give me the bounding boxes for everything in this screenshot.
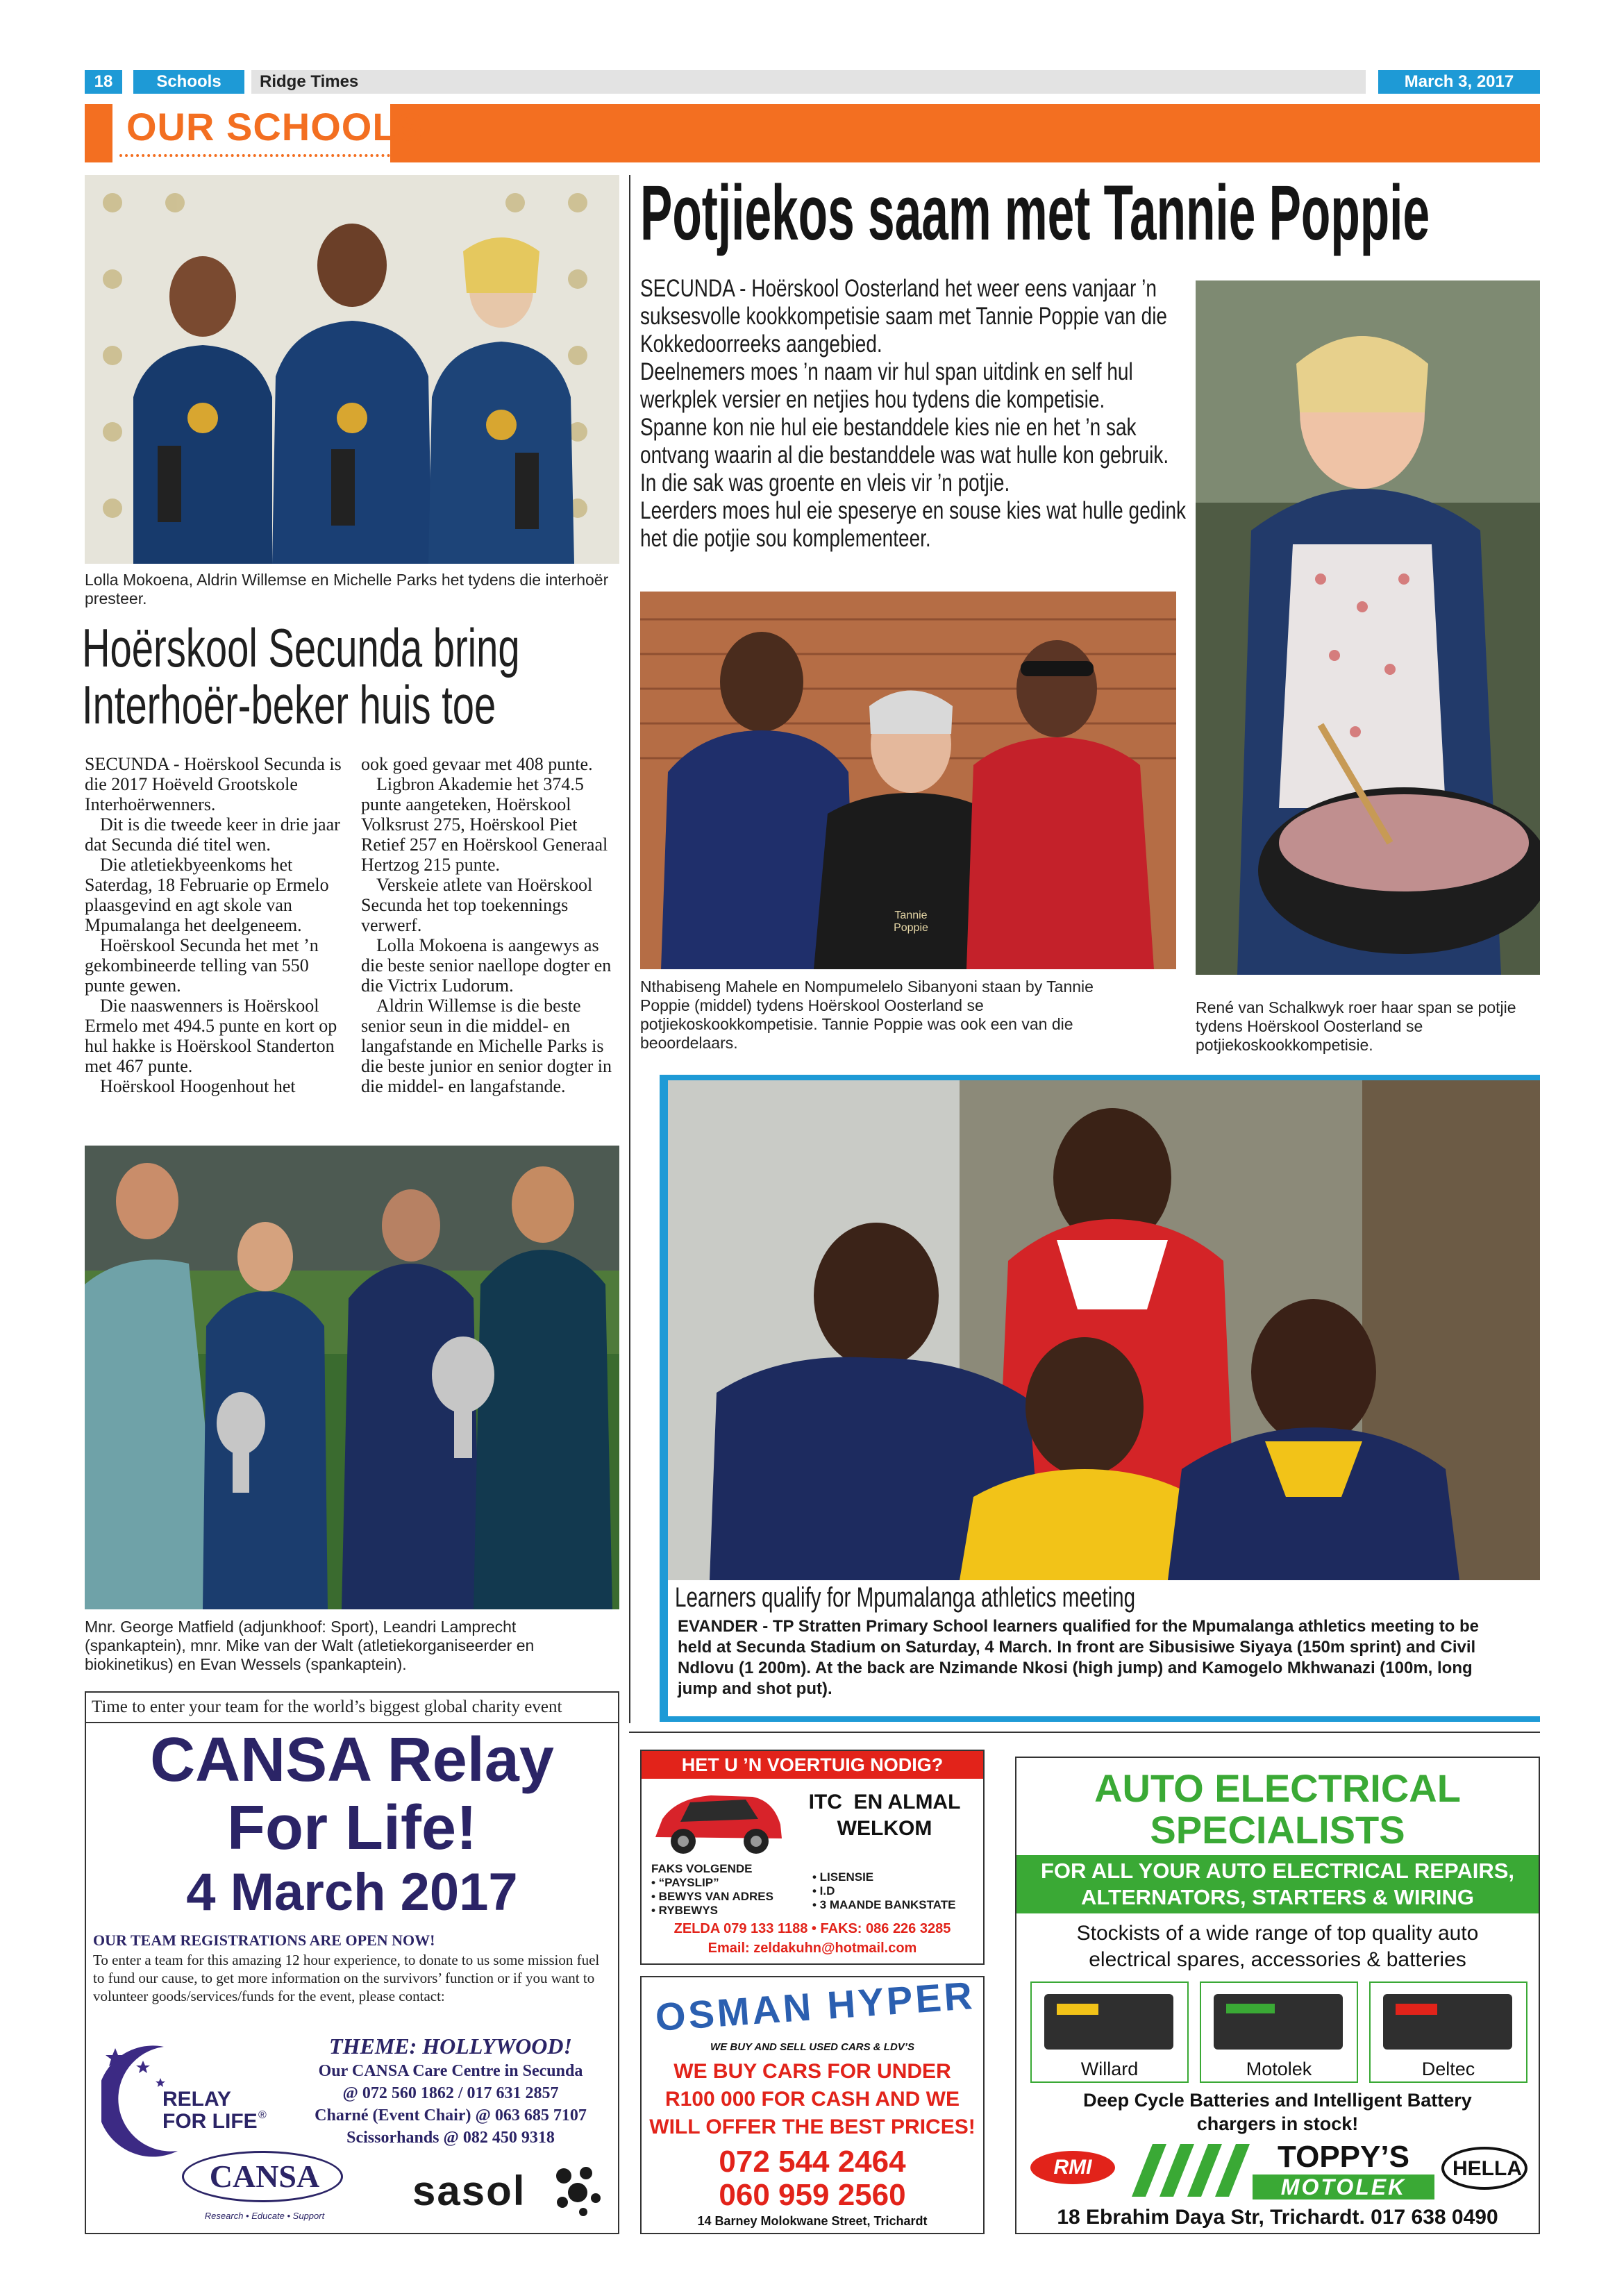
itc-email[interactable]: Email: zeldakuhn@hotmail.com	[708, 1941, 917, 1956]
cansa-reg-heading: OUR TEAM REGISTRATIONS ARE OPEN NOW!	[93, 1932, 435, 1949]
relay-logo-line2: FOR LIFE	[162, 2110, 258, 2133]
battery-label-motolek: Motolek	[1246, 2059, 1312, 2079]
photo-rene-potjie	[1196, 280, 1540, 975]
cansa-contact2: @ 072 560 1862 / 017 631 2857	[342, 2084, 559, 2102]
secunda-para: Hoërskool Hoogenhout het	[100, 1076, 296, 1096]
secunda-body-col1	[85, 754, 349, 1096]
cansa-contact4: Scissorhands @ 082 450 9318	[346, 2129, 555, 2147]
ads-rule	[629, 1732, 1540, 1733]
cansa-tagline: Research • Educate • Support	[204, 2211, 325, 2221]
osman-line2: R100 000 FOR CASH AND WE	[665, 2088, 960, 2111]
cansa-theme: THEME: HOLLYWOOD!	[329, 2034, 572, 2059]
secunda-para: Hoërskool Secunda het met ’n gekombineerde telling van 550 punte gewen.	[85, 935, 319, 996]
itc-item: • BEWYS VAN ADRES	[651, 1890, 773, 1903]
auto-title-line1: AUTO ELECTRICAL	[1094, 1766, 1461, 1810]
osman-phone2: 060 959 2560	[719, 2178, 906, 2212]
auto-stock-line1: Stockists of a wide range of top quality auto	[1076, 1922, 1479, 1945]
potjie-para: In die sak was groente en vleis vir ’n potjie.	[640, 469, 1010, 496]
cansa-intro-rule	[86, 1722, 618, 1723]
photo-trophy-team	[85, 1146, 619, 1609]
photo-evander-learners-art	[668, 1080, 1540, 1580]
hella-logo: HELLA	[1453, 2157, 1522, 2180]
osman-subtitle: WE BUY AND SELL USED CARS & LDV’S	[710, 2041, 914, 2053]
secunda-para: Aldrin Willemse is die beste senior seun in die middel- en langafstande en Michelle Parks is die beste junior en senior dogter in die middel- en langafstande.	[361, 996, 612, 1096]
secunda-para: ook goed gevaar met 408 punte.	[361, 754, 593, 774]
auto-title-line2: SPECIALISTS	[1150, 1808, 1405, 1852]
banner-title: OUR SCHOOLS	[126, 105, 424, 149]
itc-item: • RYBEWYS	[651, 1904, 718, 1917]
section-label: Schools	[156, 72, 221, 91]
photo-interhoer-winners	[85, 175, 619, 564]
potjie-para: Spanne kon nie hul eie bestanddele kies nie en het ’n sak ontvang waarin al die bestanddele was wat hulle kon gebruik.	[640, 414, 1169, 469]
cansa-title-line1: CANSA Relay	[150, 1725, 554, 1795]
auto-address: 18 Ebrahim Daya Str, Trichardt. 017 638 0490	[1057, 2206, 1498, 2229]
red-car-icon	[648, 1783, 787, 1859]
cansa-contact1: Our CANSA Care Centre in Secunda	[318, 2062, 583, 2080]
photo-evander-learners	[668, 1080, 1540, 1580]
potjie-body	[640, 275, 1187, 553]
battery-label-willard: Willard	[1080, 2059, 1139, 2079]
itc-list-left	[651, 1876, 773, 1918]
secunda-para: Verskeie atlete van Hoërskool Secunda het top toekennings verwerf.	[361, 875, 593, 935]
secunda-para: Die atletiekbyeenkoms het Saterdag, 18 Februarie op Ermelo plaasgevind en agt skole van Mpumalanga het deelgeneem.	[85, 855, 329, 935]
secunda-headline-line2: Interhoër-beker huis toe	[82, 674, 496, 735]
rmi-logo: RMI	[1053, 2156, 1092, 2179]
apron-text: Tannie Poppie	[894, 910, 928, 934]
itc-item: • LISENSIE	[812, 1870, 874, 1884]
secunda-headline	[82, 619, 623, 733]
toppys-logo: TOPPY’S	[1278, 2140, 1409, 2174]
secunda-para: SECUNDA - Hoërskool Secunda is die 2017 Hoëveld Grootskole Interhoërwenners.	[85, 754, 342, 814]
osman-title: OSMAN HYPER	[653, 1973, 977, 2040]
paper-name: Ridge Times	[260, 72, 359, 91]
photo-rene-potjie-art	[1196, 280, 1540, 975]
cansa-contact3: Charné (Event Chair) @ 063 685 7107	[315, 2106, 587, 2125]
cansa-ad	[85, 1691, 619, 2234]
relay-logo-line1: RELAY	[162, 2088, 231, 2111]
auto-stock-line2: electrical spares, accessories & batteries	[1089, 1948, 1466, 1971]
relay-logo-mark: ®	[258, 2109, 267, 2121]
secunda-para: Ligbron Akademie het 374.5 punte aangeteken, Hoërskool Volksrust 275, Hoërskool Piet Retief 257 en Hoërskool Generaal Hertzog 215 punte.	[361, 774, 608, 875]
banner-bar	[104, 104, 112, 162]
motolek-logo: MOTOLEK	[1280, 2175, 1407, 2199]
secunda-headline-line1: Hoërskool Secunda bring	[82, 617, 520, 678]
itc-contact: ZELDA 079 133 1188 • FAKS: 086 226 3285	[673, 1921, 951, 1936]
photo-tannie-poppie	[640, 592, 1176, 969]
auto-banner-line2: ALTERNATORS, STARTERS & WIRING	[1080, 1885, 1475, 1909]
battery-deltec-icon	[1383, 1994, 1512, 2050]
osman-phone1: 072 544 2464	[719, 2145, 906, 2179]
sasol-dots-icon	[550, 2162, 605, 2218]
cansa-title-line2: For Life!	[227, 1793, 477, 1863]
battery-motolek-icon	[1214, 1994, 1343, 2050]
battery-willard-icon	[1044, 1994, 1173, 2050]
photo-interhoer-winners-art	[85, 175, 619, 564]
motolek-stripes-icon	[1125, 2143, 1250, 2198]
itc-header: HET U ’N VOERTUIG NODIG?	[681, 1754, 944, 1775]
potjie-para: Leerders moes hul eie speserye en souse kies wat hulle gedink het die potjie sou komplementeer.	[640, 497, 1187, 552]
osman-line1: WE BUY CARS FOR UNDER	[673, 2060, 951, 2083]
potjie-para: Deelnemers moes ’n naam vir hul span uitdink en self hul werkplek versier en netjies hou tydens die kompetisie.	[640, 358, 1133, 413]
secunda-para: Lolla Mokoena is aangewys as die beste senior naellope dogter en die Victrix Ludorum.	[361, 935, 612, 996]
secunda-para: Die naaswenners is Hoërskool Ermelo met 494.5 punte en kort op hul hakke is Hoërskool Standerton met 467 punte.	[85, 996, 337, 1076]
auto-banner-line1: FOR ALL YOUR AUTO ELECTRICAL REPAIRS,	[1040, 1859, 1515, 1883]
cansa-intro: Time to enter your team for the world’s biggest global charity event	[92, 1698, 562, 1716]
issue-date: March 3, 2017	[1404, 72, 1514, 91]
banner-dots	[119, 154, 390, 157]
auto-deep-line1: Deep Cycle Batteries and Intelligent Battery	[1083, 2090, 1472, 2111]
itc-item: • 3 MAANDE BANKSTATE	[812, 1898, 956, 1911]
cansa-date: 4 March 2017	[186, 1863, 518, 1922]
trophy-photo-caption: Mnr. George Matfield (adjunkhoof: Sport), Leandri Lamprecht (spankaptein), mnr. Mike van der Walt (atletiekorganiseerder en biokinetikus) en Evan Wessels (spankaptein).	[85, 1618, 535, 1673]
itc-list-right	[812, 1870, 956, 1912]
osman-address: 14 Barney Molokwane Street, Trichardt	[697, 2214, 928, 2228]
tannie-poppie-caption: Nthabiseng Mahele en Nompumelelo Sibanyoni staan by Tannie Poppie (middel) tydens Hoërskool Oosterland se potjiekoskookkompetisie. Tannie Poppie was ook een van die beoordelaars.	[640, 978, 1094, 1052]
secunda-photo-caption: Lolla Mokoena, Aldrin Willemse en Michelle Parks het tydens die interhoër presteer.	[85, 571, 609, 607]
battery-label-deltec: Deltec	[1421, 2059, 1475, 2079]
osman-ad	[640, 1973, 985, 2234]
column-rule	[629, 175, 630, 1723]
itc-ad	[640, 1750, 985, 1965]
photo-trophy-team-art	[85, 1146, 619, 1609]
cansa-reg-body: To enter a team for this amazing 12 hour experience, to donate to us some mission fuel to fund our cause, to get more information on the survivors’ function or if you want to volunteer goods/services/funds for the event, please contact:	[93, 1952, 600, 2004]
secunda-body-col2	[361, 754, 619, 1096]
auto-electrical-ad	[1015, 1757, 1540, 2234]
itc-title-line1: ITC EN ALMAL	[808, 1791, 961, 1813]
itc-item: • I.D	[812, 1884, 835, 1897]
page-number: 18	[94, 72, 113, 91]
itc-title-line2: WELKOM	[837, 1817, 932, 1840]
auto-deep-line2: chargers in stock!	[1196, 2113, 1359, 2134]
rene-caption: René van Schalkwyk roer haar span se potjie tydens Hoërskool Oosterland se potjiekoskookkompetisie.	[1196, 998, 1516, 1054]
evander-headline: Learners qualify for Mpumalanga athletics meeting	[675, 1582, 1136, 1613]
potjie-headline: Potjiekos saam met Tannie Poppie	[640, 169, 1430, 256]
osman-line3: WILL OFFER THE BEST PRICES!	[649, 2115, 976, 2138]
itc-faks: FAKS VOLGENDE	[651, 1862, 753, 1875]
potjie-para: SECUNDA - Hoërskool Oosterland het weer eens vanjaar ’n suksesvolle kookkompetisie saam met Tannie Poppie van die Kokkedoorreeks aangebied.	[640, 275, 1168, 358]
header-rule	[251, 70, 1366, 94]
cansa-logo: CANSA	[209, 2159, 320, 2194]
secunda-para: Dit is die tweede keer in drie jaar dat Secunda dié titel wen.	[85, 814, 340, 855]
evander-body: EVANDER - TP Stratten Primary School learners qualified for the Mpumalanga athletics meeting to be held at Secunda Stadium on Saturday, 4 March. In front are Sibusisiwe Siyaya (150m sprint) and Civil Ndlovu (1 200m). At the back are Nzimande Nkosi (high jump) and Kamogelo Mkhwanazi (100m, long jump and shot put).	[678, 1617, 1480, 1698]
sasol-logo: sasol	[412, 2168, 526, 2214]
page-header	[0, 0, 1624, 167]
itc-item: • “PAYSLIP”	[651, 1876, 719, 1889]
